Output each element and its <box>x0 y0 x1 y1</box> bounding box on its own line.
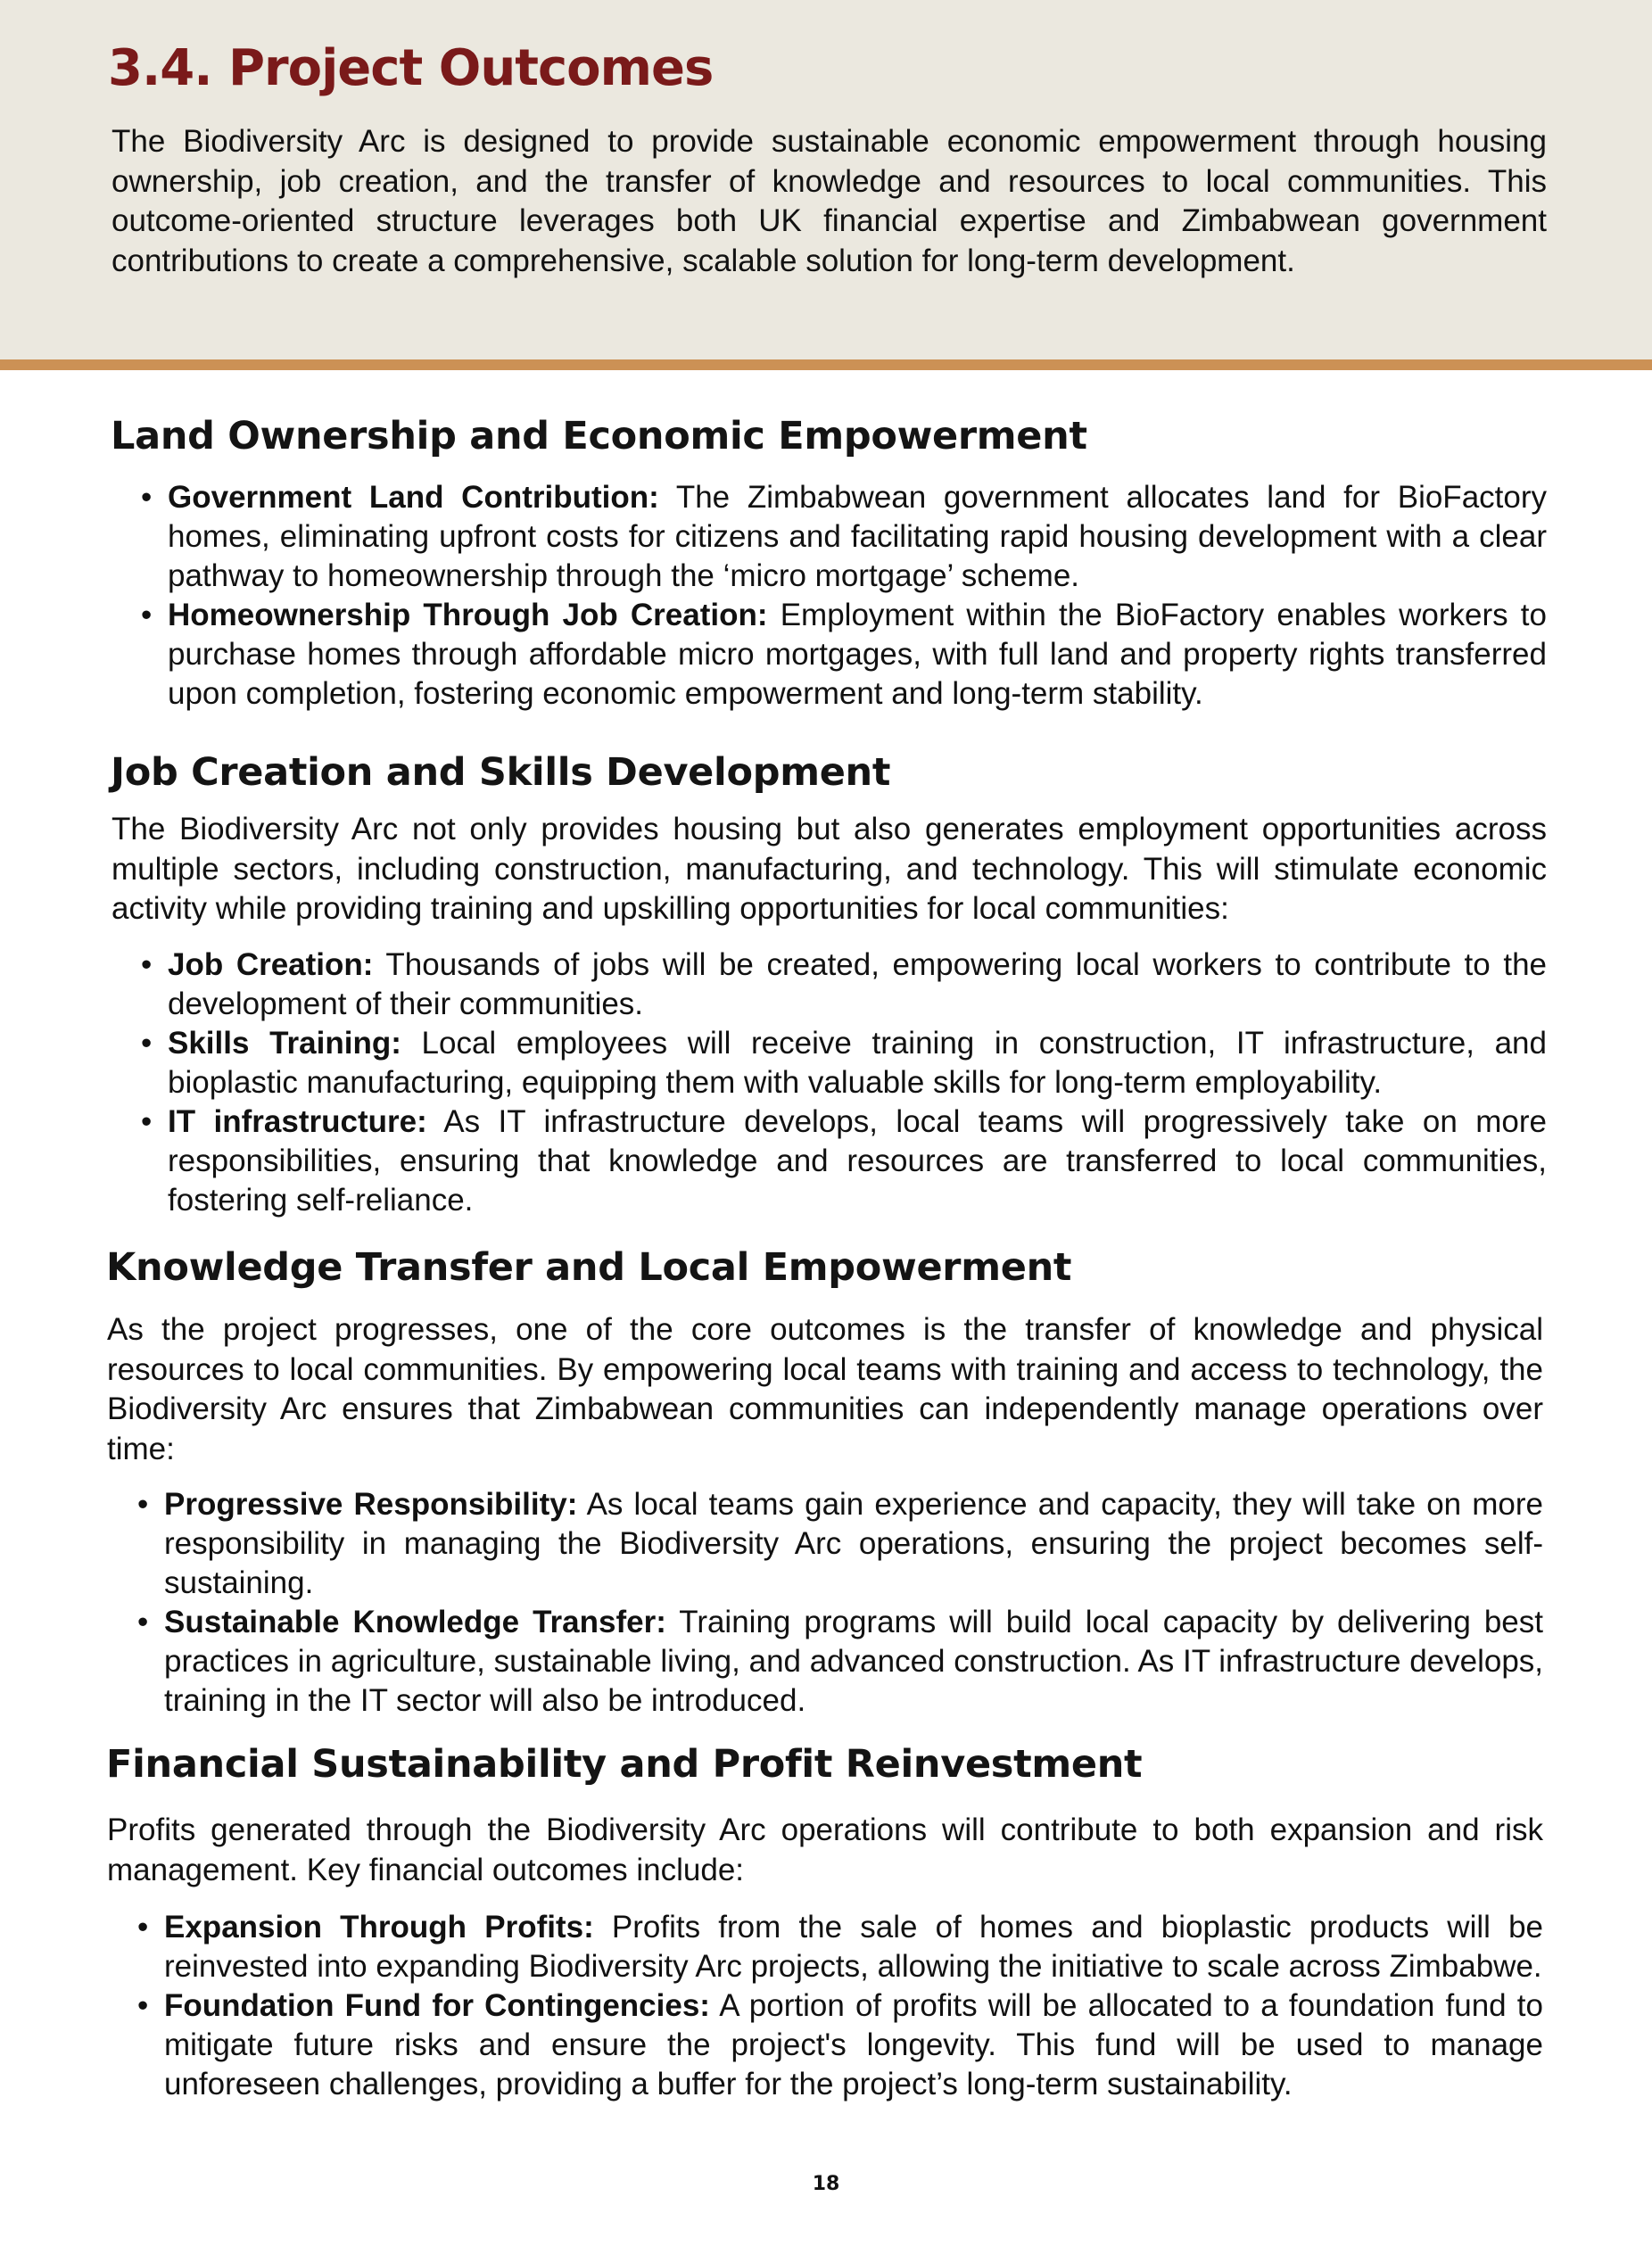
bullet-glyph: • <box>137 1605 149 1639</box>
intro-paragraph: The Biodiversity Arc is designed to provide sustainable economic empowerment through housing ownership, job creation, and the transfer of knowledge and resources to local communities. This outcome-oriented structure leverages both UK financial expertise and Zimbabwean government contributions to create a comprehensive, scalable solution for long-term development. <box>112 124 1547 278</box>
section-paragraph-job-creation: The Biodiversity Arc not only provides housing but also generates employment opportunities across multiple sectors, including construction, manufacturing, and technology. This will stimulate economic activity while providing training and upskilling opportunities for local communities: <box>112 812 1547 926</box>
page-number: 18 <box>812 2173 840 2195</box>
bullet-text: As local teams gain experience and capacity, they will take on more responsibility in managing the Biodiversity Arc operations, ensuring the project becomes self-sustaining. <box>164 1487 1544 1600</box>
list-item <box>137 1485 1544 1603</box>
section-paragraph-financial-sustainability: Profits generated through the Biodiversity Arc operations will contribute to both expansion and risk management. Key financial outcomes include: <box>107 1812 1543 1887</box>
bullet-text: Local employees will receive training in construction, IT infrastructure, and bioplastic manufacturing, equipping them with valuable skills for long-term employability. <box>168 1026 1547 1100</box>
page-title: 3.4. Project Outcomes <box>108 39 714 97</box>
bullet-term: Expansion Through Profits: <box>164 1910 594 1945</box>
bullet-term: Government Land Contribution: <box>168 480 659 515</box>
bullet-glyph: • <box>137 1487 149 1522</box>
bullet-term: Homeownership Through Job Creation: <box>168 598 768 632</box>
list-item <box>141 478 1548 596</box>
section-heading-financial-sustainability: Financial Sustainability and Profit Reinvestment <box>106 1742 1143 1787</box>
bullet-glyph: • <box>141 947 153 982</box>
bullet-term: Job Creation: <box>168 947 374 982</box>
bullet-term: IT infrastructure: <box>168 1104 427 1139</box>
bullet-text: A portion of profits will be allocated to a foundation fund to mitigate future risks and ensure the project's longevity. This fund will be used to manage unforeseen challenges, providing a buffer for the project’s long-term sustainability. <box>164 1988 1544 2101</box>
list-item <box>137 1908 1544 1986</box>
bullet-list-financial-sustainability <box>137 1908 1544 2104</box>
bullet-glyph: • <box>137 1910 149 1945</box>
bullet-glyph: • <box>141 1026 153 1061</box>
bullet-term: Sustainable Knowledge Transfer: <box>164 1605 666 1639</box>
list-item <box>141 1024 1547 1102</box>
bullet-text: Thousands of jobs will be created, empowering local workers to contribute to the development of their communities. <box>168 947 1547 1021</box>
bullet-list-job-creation <box>141 945 1547 1220</box>
bullet-text: Profits from the sale of homes and bioplastic products will be reinvested into expanding Biodiversity Arc projects, allowing the initiative to scale across Zimbabwe. <box>164 1910 1544 1984</box>
bullet-text: Employment within the BioFactory enables workers to purchase homes through affordable micro mortgages, with full land and property rights transferred upon completion, fostering economic empowerment and long-term stability. <box>168 598 1547 711</box>
list-item <box>141 596 1547 714</box>
list-item <box>137 1603 1544 1721</box>
list-item <box>141 1102 1547 1220</box>
bullet-text: The Zimbabwean government allocates land for BioFactory homes, eliminating upfront costs for citizens and facilitating rapid housing development with a clear pathway to homeownership through the ‘micro mortgage’ scheme. <box>168 480 1548 593</box>
bullet-term: Foundation Fund for Contingencies: <box>164 1988 710 2023</box>
bullet-text: As IT infrastructure develops, local teams will progressively take on more responsibilities, ensuring that knowledge and resources are transferred to local communities, fostering self-reliance. <box>168 1104 1547 1218</box>
bullet-glyph: • <box>141 598 153 632</box>
section-heading-job-creation: Job Creation and Skills Development <box>111 750 891 795</box>
bullet-glyph: • <box>141 1104 153 1139</box>
bullet-list-knowledge-transfer <box>137 1485 1544 1721</box>
section-heading-knowledge-transfer: Knowledge Transfer and Local Empowerment <box>106 1245 1072 1290</box>
bullet-term: Progressive Responsibility: <box>164 1487 578 1522</box>
bullet-text: Training programs will build local capacity by delivering best practices in agriculture, sustainable living, and advanced construction. As IT infrastructure develops, training in the IT sector will also be introduced. <box>164 1605 1544 1718</box>
section-heading-land-ownership: Land Ownership and Economic Empowerment <box>111 414 1087 458</box>
bullet-glyph: • <box>137 1988 149 2023</box>
bullet-list-land-ownership <box>141 478 1548 714</box>
bullet-glyph: • <box>141 480 153 515</box>
list-item <box>141 945 1547 1024</box>
accent-divider <box>0 359 1652 370</box>
bullet-term: Skills Training: <box>168 1026 401 1061</box>
section-paragraph-knowledge-transfer: As the project progresses, one of the core outcomes is the transfer of knowledge and physical resources to local communities. By empowering local teams with training and access to technology, the Biodiversity Arc ensures that Zimbabwean communities can independently manage operations over time: <box>107 1312 1543 1466</box>
list-item <box>137 1986 1544 2104</box>
